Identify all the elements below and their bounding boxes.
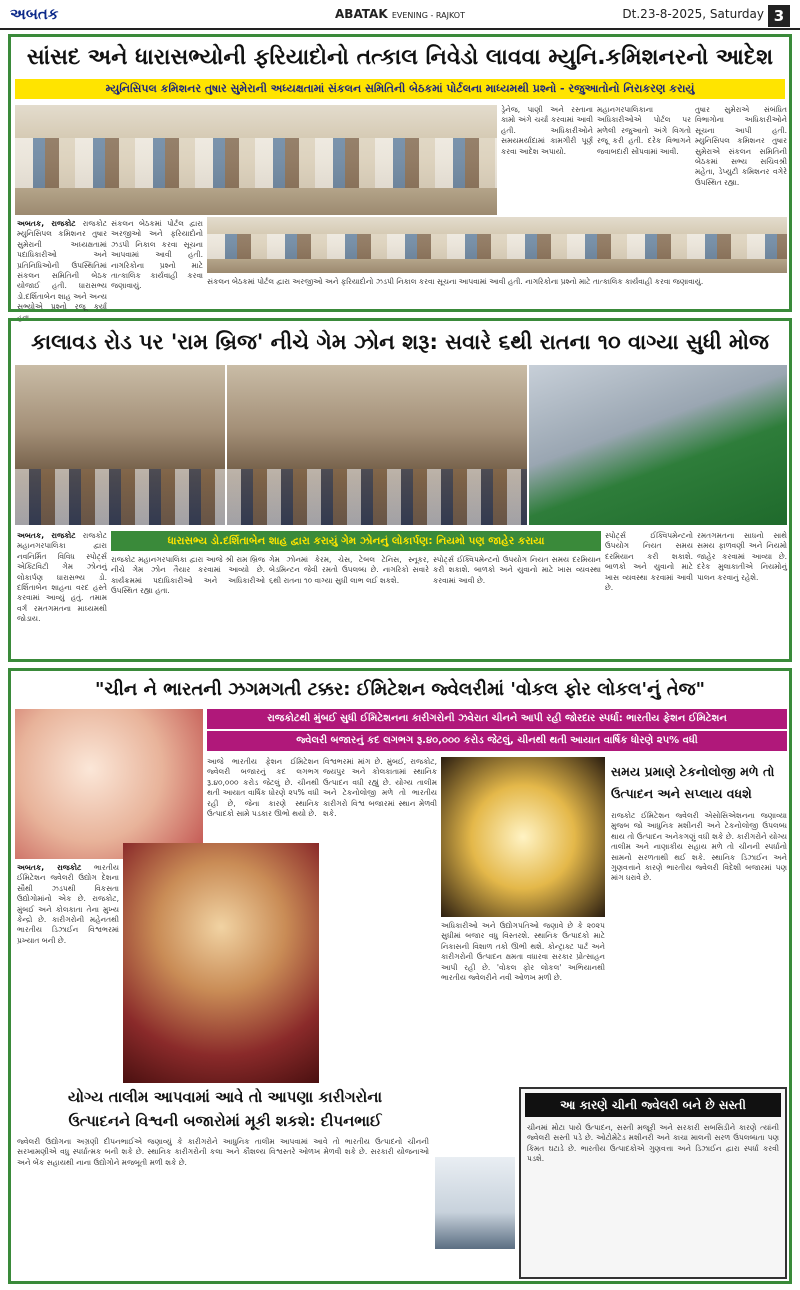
story3-side-headline-2: ઉત્પાદન અને સપ્લાય વધશે xyxy=(611,786,752,801)
story3-photo-gold-set xyxy=(441,757,605,917)
story1-col4-text: મહાનગરપાલિકાના અધિકારીઓએ પોર્ટલ પર મળેલી રજુઆતો અંગે વિગતો રજૂ કરી હતી. દરેક વિભાગને જવાબદારી સોંપવામાં આવી. xyxy=(597,105,691,156)
story3-photo-deepanbhai xyxy=(435,1157,515,1249)
story1-col5-text: તુષાર સુમેરાએ સંબંધિત વિભાગોના અધિકારીઓને સૂચના આપી હતી. મ્યુનિસિપલ કમિશનર તુષાર સુમેરાએ સંકલન સમિતિની બેઠકમાં સભ્ય સચિવશ્રી મહેતા, ડેપ્યુટી કમિશનર વગેરે ઉપસ્થિત રહ્યા. xyxy=(695,105,787,187)
story2-col5-text: રમતગમતના સાધનો સાથે સમય ફાળવણી અને નિયમો જાહેર કરવામાં આવ્યા છે. દરેક મુલાકાતીએ નિયમોનું પાલન કરવાનું રહેશે. xyxy=(697,531,787,582)
story3-photo-bride xyxy=(123,843,319,1083)
story3-china-box xyxy=(519,1087,787,1279)
story3-column-2 xyxy=(207,757,319,841)
story2-column-2 xyxy=(111,555,265,657)
story1-col6-text: સંકલન બેઠકમાં પોર્ટલ દ્વારા અરજીઓ અને ફરિયાદોનો ઝડપી નિકાલ કરવા સૂચના આપવામાં આવી હતી. નાગરિકોના પ્રશ્નો માટે તાત્કાલિક કાર્યવાહી કરવા જણાવાયું. xyxy=(207,277,704,286)
story2-col3-text: ગેમ ઝોનમાં કેરમ, ચેસ, ટેબલ ટેનિસ, સ્નૂકર, બેડમિન્ટન જેવી રમતો ઉપલબ્ધ છે. નાગરિકો સવારે ૬થી રાતના ૧૦ વાગ્યા સુધી લાભ લઈ શકશે. xyxy=(269,555,429,585)
story3-col3-text: વિશ્વભરમાં માંગ છે. મુંબઈ, રાજકોટ, જયપુર અને કોલકાતામાં સ્થાનિક ઉત્પાદન વધી રહ્યું છે. યોગ્ય તાલીમ અને ટેકનોલોજી મળે તો ભારતીય કારીગરો વિશ્વ બજારમાં સ્થાન મેળવી શકે. xyxy=(323,757,437,819)
story1-headline: સાંસદ અને ધારાસભ્યોની ફરિયાદોનો તત્કાલ નિવેડો લાવવા મ્યુનિ.કમિશનરનો આદેશ xyxy=(26,45,774,70)
page-number: 3 xyxy=(768,5,790,27)
masthead-title xyxy=(300,7,500,21)
story2-photo-group xyxy=(227,365,527,525)
story2-column-3 xyxy=(269,555,429,657)
story2-column-1 xyxy=(17,531,107,657)
story2-photo-inauguration xyxy=(15,365,225,525)
story3-bottom-headline xyxy=(15,1085,435,1133)
story3-column-1 xyxy=(17,863,119,1083)
story3-bottom-text: જ્વેલરી ઉદ્યોગના અગ્રણી દીપનભાઈએ જણાવ્યું કે કારીગરોને આધુનિક તાલીમ આપવામાં આવે તો ભારતીય ઉત્પાદનો ચીનની સરખામણીએ વધુ સ્પર્ધાત્મક બની શકે છે. સ્થાનિક કારીગરોની કલા અને કૌશલ્ય વિશ્વસ્તરે ઓળખ મેળવી શકે છે. સરકારી યોજનાઓ અને બેંક સહાયથી નાના ઉદ્યોગોને મજબૂતી મળી શકે છે. xyxy=(17,1137,429,1167)
story1-column-2 xyxy=(111,219,203,305)
story3-column-3 xyxy=(323,757,437,1083)
story3-column-4 xyxy=(441,921,605,1083)
story3-bottom-column xyxy=(17,1137,429,1277)
story3-dateline: અબતક, રાજકોટ xyxy=(17,863,82,872)
story2-photo-snooker xyxy=(529,365,787,525)
story3-side-column xyxy=(611,811,787,1081)
story2-col2-text: રાજકોટ મહાનગરપાલિકા દ્વારા આજે શ્રી રામ બ્રિજ નીચે ગેમ ઝોન તૈયાર કરવામાં આવ્યો છે. કાર્યક્રમમાં પદાધિકારીઓ અને અધિકારીઓ ઉપસ્થિત રહ્યા હતા. xyxy=(111,555,265,596)
story1-col3-text: ડ્રેનેજ, પાણી અને રસ્તાના કામો અંગે ચર્ચા કરવામાં આવી હતી. અધિકારીઓને સમયમર્યાદામાં કામગીરી પૂર્ણ કરવા આદેશ અપાયો. xyxy=(501,105,593,156)
story3-col5-text: કોન્ટ્રાક્ટ પાર્ટ અને કારીગરોની ઉત્પાદન ક્ષમતા વધારવા સરકાર પ્રોત્સાહન આપી રહી છે. 'વોકલ ફોર લોકલ' અભિયાનથી ભારતીય જ્વેલરીને નવી ઓળખ મળી છે. xyxy=(441,941,605,983)
story3-bottom-headline-2: ઉત્પાદનને વિશ્વની બજારોમાં મૂકી શકશે: દીપનભાઈ xyxy=(68,1112,382,1130)
story3-bottom-headline-1: યોગ્ય તાલીમ આપવામાં આવે તો આપણા કારીગરોના xyxy=(67,1088,383,1106)
story3-photo-earrings xyxy=(15,709,203,859)
story3-banner-line2: જ્વેલરી બજારનું કદ લગભગ રૂ.૪૦,૦૦૦ કરોડ જેટલું, ચીનથી થતી આયાત વાર્ષિક ધોરણે ૨૫% વધી xyxy=(207,731,787,751)
story1-col1-text: રાજકોટ મ્યુનિસિપલ કમિશનર તુષાર સુમેરાની અધ્યક્ષતામાં પદાધિકારીઓ અને પ્રતિનિધિઓની ઉપસ્થિતિમાં સંકલન સમિતિની બેઠક યોજાઈ હતી. ધારાસભ્ય ડો.દર્શિતાબેન શાહ અને અન્ય સભ્યોએ પ્રશ્નો રજૂ કર્યા હતા. xyxy=(17,219,107,322)
story-municipal-commissioner xyxy=(8,34,792,322)
story2-col1-text: રાજકોટ મહાનગરપાલિકા દ્વારા નવનિર્મિત વિવિધ સ્પોર્ટ્સ એક્ટિવિટી ગેમ ઝોનનું લોકાર્પણ ધારાસભ્ય ડો. દર્શિતાબેન શાહના વરદ હસ્તે કરવામાં આવ્યું હતું. તમામ વર્ગ રમતગમતના માધ્યમથી જોડાય. xyxy=(17,531,107,624)
story3-col4-text: અધિકારીઓ અને ઉદ્યોગપતિઓ જણાવે છે કે ૨૦૨૫ સુધીમાં બજાર વધુ વિસ્તરશે. સ્થાનિક ઉત્પાદકો માટે નિકાસની વિશાળ તકો ઊભી થશે. xyxy=(441,921,605,951)
story1-col2-text: સંકલન બેઠકમાં પોર્ટલ દ્વારા અરજીઓ અને ફરિયાદોનો ઝડપી નિકાલ કરવા સૂચના આપવામાં આવી હતી. નાગરિકોના પ્રશ્નો માટે તાત્કાલિક કાર્યવાહી કરવા જણાવાયું. xyxy=(111,219,203,291)
story1-dateline: અબતક, રાજકોટ xyxy=(17,219,76,228)
story3-box-text: ચીનમાં મોટા પાયે ઉત્પાદન, સસ્તી મજૂરી અને સરકારી સબસિડીને કારણે ત્યાંની જ્વેલરી સસ્તી પડે છે. ઓટોમેટેડ મશીનરી અને કાચા માલની સરળ ઉપલબ્ધતા પણ કિંમત ઘટાડે છે. ભારતીય ઉત્પાદકોએ ગુણવત્તા અને ડિઝાઈન દ્વારા સ્પર્ધા કરવી પડશે. xyxy=(527,1123,779,1164)
story3-col1-text: ભારતીય ઈમિટેશન જ્વેલરી ઉદ્યોગ દેશના સૌથી ઝડપથી વિકસતા ઉદ્યોગોમાંનો એક છે. રાજકોટ, મુંબઈ અને કોલકાતા તેના મુખ્ય કેન્દ્રો છે. કારીગરોની મહેનતથી ભારતીય ડિઝાઈન વિશ્વભરમાં પ્રખ્યાત બની છે. xyxy=(17,863,119,945)
story1-photo-meeting-bottom xyxy=(207,217,787,273)
masthead-paper: ABATAK xyxy=(335,7,388,21)
masthead-edition: EVENING - RAJKOT xyxy=(391,11,465,20)
story3-headline: "ચીન ને ભારતની ઝગમગતી ટક્કર: ઈમિટેશન જ્વેલરીમાં 'વોકલ ફોર લોકલ'નું તેજ" xyxy=(94,679,706,700)
story3-banner-line1: રાજકોટથી મુંબઈ સુધી ઈમિટેશનના કારીગરોની ઝવેરાત ચીનને આપી રહી જોરદાર સ્પર્ધા: ભારતીય ફેશન ઈમિટેશન xyxy=(207,709,787,729)
story2-dateline: અબતક, રાજકોટ xyxy=(17,531,76,540)
story3-side-text: રાજકોટ ઈમિટેશન જ્વેલરી એસોસિએશનના જણાવ્યા મુજબ જો આધુનિક મશીનરી અને ટેકનોલોજી ઉપલબ્ધ થાય તો ઉત્પાદન અનેકગણું વધી શકે છે. કારીગરોને યોગ્ય તાલીમ અને નાણાકીય સહાય મળે તો ચીનની સ્પર્ધાનો સામનો સરળતાથી થઈ શકે. સ્થાનિક ડિઝાઈન અને ગુણવત્તાને કારણે ભારતીય જ્વેલરી વિદેશી બજારમાં પણ માંગ ધરાવે છે. xyxy=(611,811,787,883)
story1-column-6 xyxy=(207,277,787,307)
story1-photo-meeting-top xyxy=(15,105,497,215)
story1-column-5 xyxy=(695,105,787,215)
story3-box-column xyxy=(527,1123,779,1273)
story3-col2-text: આજે ભારતીય ફેશન ઈમિટેશન જ્વેલરી બજારનું કદ લગભગ રૂ.૪૦,૦૦૦ કરોડ જેટલું છે. ચીનથી થતી આયાત વાર્ષિક ધોરણે ૨૫% વધી રહી છે, જેના કારણે સ્થાનિક ઉત્પાદકો સામે પડકાર ઊભો થયો છે. xyxy=(207,757,319,819)
story2-col5a-text: સ્પોર્ટ્સ ઈક્વિપમેન્ટનો ઉપયોગ નિયત સમય દરમિયાન કરી શકાશે. બાળકો અને યુવાનો માટે ખાસ વ્યવસ્થા કરવામાં આવી છે. xyxy=(605,531,693,593)
story1-subhead: મ્યુનિસિપલ કમિશનર તુષાર સુમેરાની અધ્યક્ષતામાં સંકલન સમિતિની બેઠકમાં પોર્ટલના માધ્યમથી પ્રશ્નો - રજુઆતોનો નિરાકરણ કરાયું xyxy=(15,79,785,99)
story-game-zone xyxy=(8,318,792,662)
story1-column-1 xyxy=(17,219,107,322)
masthead-date: Dt.23-8-2025, Saturday xyxy=(622,7,764,21)
story2-column-4 xyxy=(433,555,601,657)
story1-column-3 xyxy=(501,105,593,215)
masthead xyxy=(0,0,800,30)
story-imitation-jewellery xyxy=(8,668,792,1284)
story2-headline: કાલાવડ રોડ પર 'રામ બ્રિજ' નીચે ગેમ ઝોન શરૂ: સવારે ૬થી રાતના ૧૦ વાગ્યા સુધી મોજ xyxy=(31,330,769,354)
story2-col4-text: સ્પોર્ટ્સ ઈક્વિપમેન્ટનો ઉપયોગ નિયત સમય દરમિયાન કરી શકાશે. બાળકો અને યુવાનો માટે ખાસ વ્યવસ્થા કરવામાં આવી છે. xyxy=(433,555,601,585)
story1-column-4 xyxy=(597,105,691,215)
story3-box-headline: આ કારણે ચીની જ્વેલરી બને છે સસ્તી xyxy=(525,1093,781,1117)
story3-side-headline xyxy=(611,761,787,805)
masthead-logo: અબતક xyxy=(10,5,59,23)
story2-subhead-banner: ધારાસભ્ય ડો.દર્શિતાબેન શાહ દ્વારા કરાયું ગેમ ઝોનનું લોકાર્પણ: નિયમો પણ જાહેર કરાયા xyxy=(111,531,601,551)
story3-side-headline-1: સમય પ્રમાણે ટેકનોલોજી મળે તો xyxy=(611,764,775,779)
story2-column-6 xyxy=(697,531,787,657)
story2-column-5 xyxy=(605,531,693,657)
